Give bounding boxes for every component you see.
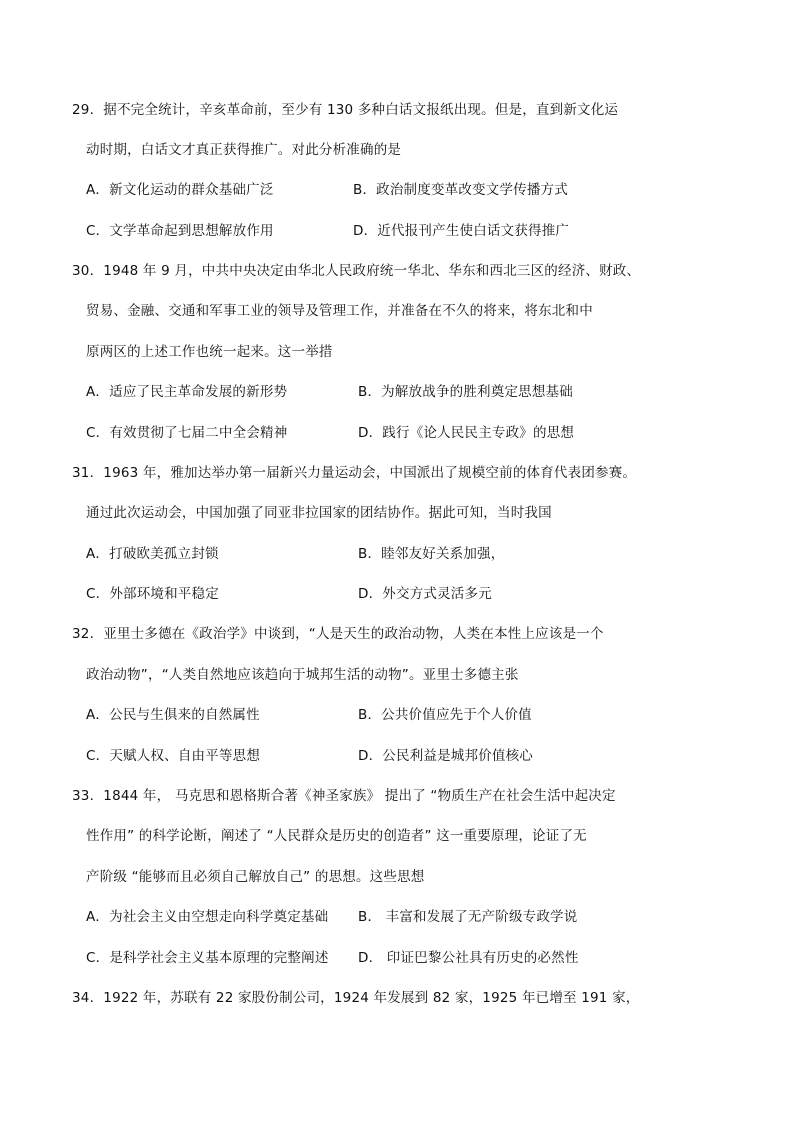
question-31-option-b: B．睦邻友好关系加强， <box>358 546 505 562</box>
question-32-line-2: 政治动物”，“人类自然地应该趋向于城邦生活的动物”。亚里士多德主张 <box>86 667 519 683</box>
question-30-option-d: D．践行《论人民民主专政》的思想 <box>358 425 575 441</box>
question-31-line-1: 31．1963 年，雅加达举办第一届新兴力量运动会，中国派出了规模空前的体育代表团参赛。 <box>72 465 637 481</box>
question-33-line-2: 性作用” 的科学论断，阐述了 “人民群众是历史的创造者” 这一重要原理，论证了无 <box>86 828 587 844</box>
question-32-option-a: A．公民与生俱来的自然属性 <box>86 707 260 723</box>
question-29-option-a: A．新文化运动的群众基础广泛 <box>86 182 274 198</box>
question-33-line-1: 33．1844 年， 马克思和恩格斯合著《神圣家族》 提出了 “物质生产在社会生活中起决定 <box>72 788 616 804</box>
question-31-option-a: A．打破欧美孤立封锁 <box>86 546 219 562</box>
question-33-line-3: 产阶级 “能够而且必须自己解放自己” 的思想。这些思想 <box>86 869 425 885</box>
question-30-option-a: A．适应了民主革命发展的新形势 <box>86 384 288 400</box>
question-29-option-b: B．政治制度变革改变文学传播方式 <box>353 182 568 198</box>
question-31-line-2: 通过此次运动会，中国加强了同亚非拉国家的团结协作。据此可知，当时我国 <box>86 505 552 521</box>
question-29-line-2: 动时期，白话文才真正获得推广。对此分析准确的是 <box>86 142 402 158</box>
question-32-line-1: 32．亚里士多德在《政治学》中谈到，“人是天生的政治动物，人类在本性上应该是一个 <box>72 626 604 642</box>
question-30-option-b: B．为解放战争的胜利奠定思想基础 <box>358 384 573 400</box>
question-33-option-c: C．是科学社会主义基本原理的完整阐述 <box>86 950 329 966</box>
question-32-option-c: C．天赋人权、自由平等思想 <box>86 748 261 764</box>
question-32-option-b: B．公共价值应先于个人价值 <box>358 707 532 723</box>
question-29-option-d: D．近代报刊产生使白话文获得推广 <box>353 223 570 239</box>
question-33-option-b: B． 丰富和发展了无产阶级专政学说 <box>358 909 578 925</box>
question-31-option-d: D．外交方式灵活多元 <box>358 586 492 602</box>
question-30-line-1: 30．1948 年 9 月，中共中央决定由华北人民政府统一华北、华东和西北三区的经济、财政、 <box>72 263 641 279</box>
question-31-option-c: C．外部环境和平稳定 <box>86 586 219 602</box>
question-29-line-1: 29．据不完全统计，辛亥革命前，至少有 130 多种白话文报纸出现。但是，直到新文化运 <box>72 102 619 118</box>
question-34-line-1: 34．1922 年，苏联有 22 家股份制公司，1924 年发展到 82 家，1925 年已增至 191 家， <box>72 990 640 1006</box>
question-33-option-a: A．为社会主义由空想走向科学奠定基础 <box>86 909 329 925</box>
question-30-line-2: 贸易、金融、交通和军事工业的领导及管理工作，并准备在不久的将来，将东北和中 <box>86 303 593 319</box>
question-30-line-3: 原两区的上述工作也统一起来。这一举措 <box>86 344 333 360</box>
question-30-option-c: C．有效贯彻了七届二中全会精神 <box>86 425 288 441</box>
question-33-option-d: D． 印证巴黎公社具有历史的必然性 <box>358 950 579 966</box>
question-29-option-c: C．文学革命起到思想解放作用 <box>86 223 274 239</box>
question-32-option-d: D．公民利益是城邦价值核心 <box>358 748 533 764</box>
